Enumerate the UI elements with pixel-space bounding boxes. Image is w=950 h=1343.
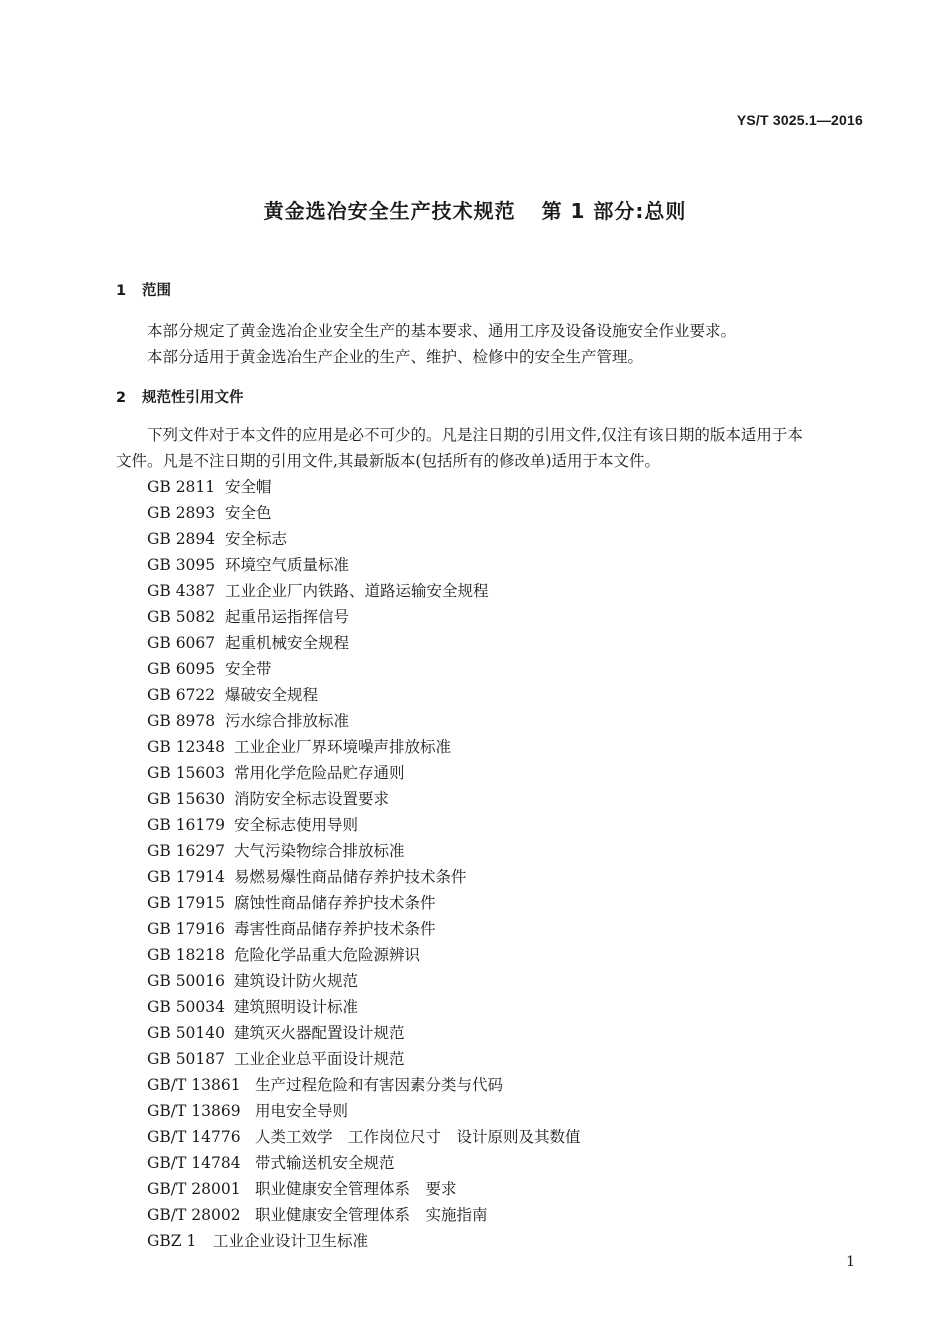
reference-code: GB 5082 bbox=[147, 608, 216, 626]
reference-item bbox=[147, 1124, 581, 1150]
reference-title: 消防安全标志设置要求 bbox=[234, 790, 390, 808]
reference-code: GB 17915 bbox=[147, 894, 226, 912]
reference-code: GB/T 14776 bbox=[147, 1128, 241, 1146]
reference-code: GB 2811 bbox=[147, 478, 216, 496]
reference-title: 安全带 bbox=[225, 660, 272, 678]
section-number: 1 bbox=[116, 283, 127, 299]
reference-code: GB 18218 bbox=[147, 946, 226, 964]
reference-item bbox=[147, 942, 581, 968]
reference-item bbox=[147, 474, 581, 500]
reference-item bbox=[147, 994, 581, 1020]
reference-title: 人类工效学 工作岗位尺寸 设计原则及其数值 bbox=[255, 1128, 581, 1146]
normative-intro-line-1: 下列文件对于本文件的应用是必不可少的。凡是注日期的引用文件,仅注有该日期的版本适用于本 bbox=[147, 426, 803, 444]
reference-item bbox=[147, 1202, 581, 1228]
reference-item bbox=[147, 812, 581, 838]
reference-title: 工业企业总平面设计规范 bbox=[234, 1050, 405, 1068]
reference-item bbox=[147, 604, 581, 630]
reference-item bbox=[147, 760, 581, 786]
reference-item bbox=[147, 656, 581, 682]
reference-item bbox=[147, 864, 581, 890]
reference-list bbox=[147, 474, 581, 1254]
reference-item bbox=[147, 1150, 581, 1176]
section-title: 规范性引用文件 bbox=[142, 390, 244, 406]
reference-code: GB 3095 bbox=[147, 556, 216, 574]
reference-code: GB 6095 bbox=[147, 660, 216, 678]
reference-code: GB/T 28002 bbox=[147, 1206, 241, 1224]
reference-title: 用电安全导则 bbox=[255, 1102, 349, 1120]
reference-code: GB 15603 bbox=[147, 764, 226, 782]
reference-title: 爆破安全规程 bbox=[225, 686, 319, 704]
scope-paragraph-1: 本部分规定了黄金选冶企业安全生产的基本要求、通用工序及设备设施安全作业要求。 bbox=[147, 322, 737, 340]
standard-code: YS/T 3025.1—2016 bbox=[736, 112, 863, 128]
reference-title: 大气污染物综合排放标准 bbox=[234, 842, 405, 860]
title-main: 黄金选冶安全生产技术规范 bbox=[263, 199, 516, 223]
title-part: 第 1 部分:总则 bbox=[541, 199, 687, 223]
reference-code: GB 50187 bbox=[147, 1050, 226, 1068]
reference-title: 起重机械安全规程 bbox=[225, 634, 350, 652]
reference-item bbox=[147, 838, 581, 864]
reference-code: GB 50016 bbox=[147, 972, 226, 990]
reference-code: GB 17916 bbox=[147, 920, 226, 938]
reference-code: GB 2893 bbox=[147, 504, 216, 522]
scope-paragraph-2: 本部分适用于黄金选冶生产企业的生产、维护、检修中的安全生产管理。 bbox=[147, 348, 644, 366]
reference-title: 工业企业厂内铁路、道路运输安全规程 bbox=[225, 582, 489, 600]
reference-title: 生产过程危险和有害因素分类与代码 bbox=[255, 1076, 504, 1094]
document-title bbox=[0, 195, 950, 224]
reference-title: 职业健康安全管理体系 实施指南 bbox=[255, 1206, 488, 1224]
reference-title: 腐蚀性商品储存养护技术条件 bbox=[234, 894, 436, 912]
reference-item bbox=[147, 1046, 581, 1072]
reference-item bbox=[147, 1176, 581, 1202]
reference-title: 易燃易爆性商品储存养护技术条件 bbox=[234, 868, 467, 886]
reference-title: 起重吊运指挥信号 bbox=[225, 608, 350, 626]
reference-code: GB 50140 bbox=[147, 1024, 226, 1042]
section-2-heading bbox=[116, 386, 244, 407]
reference-title: 常用化学危险品贮存通则 bbox=[234, 764, 405, 782]
section-number: 2 bbox=[116, 390, 127, 406]
reference-code: GB/T 14784 bbox=[147, 1154, 241, 1172]
reference-code: GB/T 13869 bbox=[147, 1102, 241, 1120]
reference-item bbox=[147, 916, 581, 942]
reference-item bbox=[147, 786, 581, 812]
section-1-heading bbox=[116, 279, 171, 300]
reference-item bbox=[147, 682, 581, 708]
reference-code: GB 2894 bbox=[147, 530, 216, 548]
reference-code: GB 8978 bbox=[147, 712, 216, 730]
reference-code: GB 12348 bbox=[147, 738, 226, 756]
reference-title: 工业企业设计卫生标准 bbox=[213, 1232, 369, 1250]
reference-code: GB/T 13861 bbox=[147, 1076, 241, 1094]
reference-code: GBZ 1 bbox=[147, 1232, 197, 1250]
reference-title: 安全色 bbox=[225, 504, 272, 522]
reference-code: GB 50034 bbox=[147, 998, 226, 1016]
reference-title: 带式输送机安全规范 bbox=[255, 1154, 395, 1172]
reference-code: GB 6722 bbox=[147, 686, 216, 704]
reference-code: GB 15630 bbox=[147, 790, 226, 808]
reference-item bbox=[147, 578, 581, 604]
reference-item bbox=[147, 734, 581, 760]
reference-code: GB 6067 bbox=[147, 634, 216, 652]
section-title: 范围 bbox=[142, 283, 171, 299]
reference-item bbox=[147, 526, 581, 552]
reference-title: 建筑灭火器配置设计规范 bbox=[234, 1024, 405, 1042]
reference-title: 危险化学品重大危险源辨识 bbox=[234, 946, 421, 964]
reference-item bbox=[147, 968, 581, 994]
reference-title: 建筑照明设计标准 bbox=[234, 998, 359, 1016]
reference-title: 环境空气质量标准 bbox=[225, 556, 350, 574]
reference-title: 职业健康安全管理体系 要求 bbox=[255, 1180, 457, 1198]
reference-title: 安全标志使用导则 bbox=[234, 816, 359, 834]
reference-title: 毒害性商品储存养护技术条件 bbox=[234, 920, 436, 938]
reference-code: GB 4387 bbox=[147, 582, 216, 600]
reference-item bbox=[147, 708, 581, 734]
reference-title: 安全标志 bbox=[225, 530, 288, 548]
reference-item bbox=[147, 890, 581, 916]
reference-title: 工业企业厂界环境噪声排放标准 bbox=[234, 738, 452, 756]
reference-title: 污水综合排放标准 bbox=[225, 712, 350, 730]
reference-item bbox=[147, 500, 581, 526]
reference-item bbox=[147, 630, 581, 656]
reference-code: GB 16297 bbox=[147, 842, 226, 860]
reference-code: GB/T 28001 bbox=[147, 1180, 241, 1198]
reference-item bbox=[147, 1098, 581, 1124]
reference-title: 建筑设计防火规范 bbox=[234, 972, 359, 990]
reference-item bbox=[147, 1072, 581, 1098]
reference-item bbox=[147, 552, 581, 578]
reference-item bbox=[147, 1228, 581, 1254]
reference-code: GB 16179 bbox=[147, 816, 226, 834]
page-number: 1 bbox=[846, 1254, 855, 1270]
reference-title: 安全帽 bbox=[225, 478, 272, 496]
reference-item bbox=[147, 1020, 581, 1046]
reference-code: GB 17914 bbox=[147, 868, 226, 886]
normative-intro-line-2: 文件。凡是不注日期的引用文件,其最新版本(包括所有的修改单)适用于本文件。 bbox=[116, 452, 661, 470]
